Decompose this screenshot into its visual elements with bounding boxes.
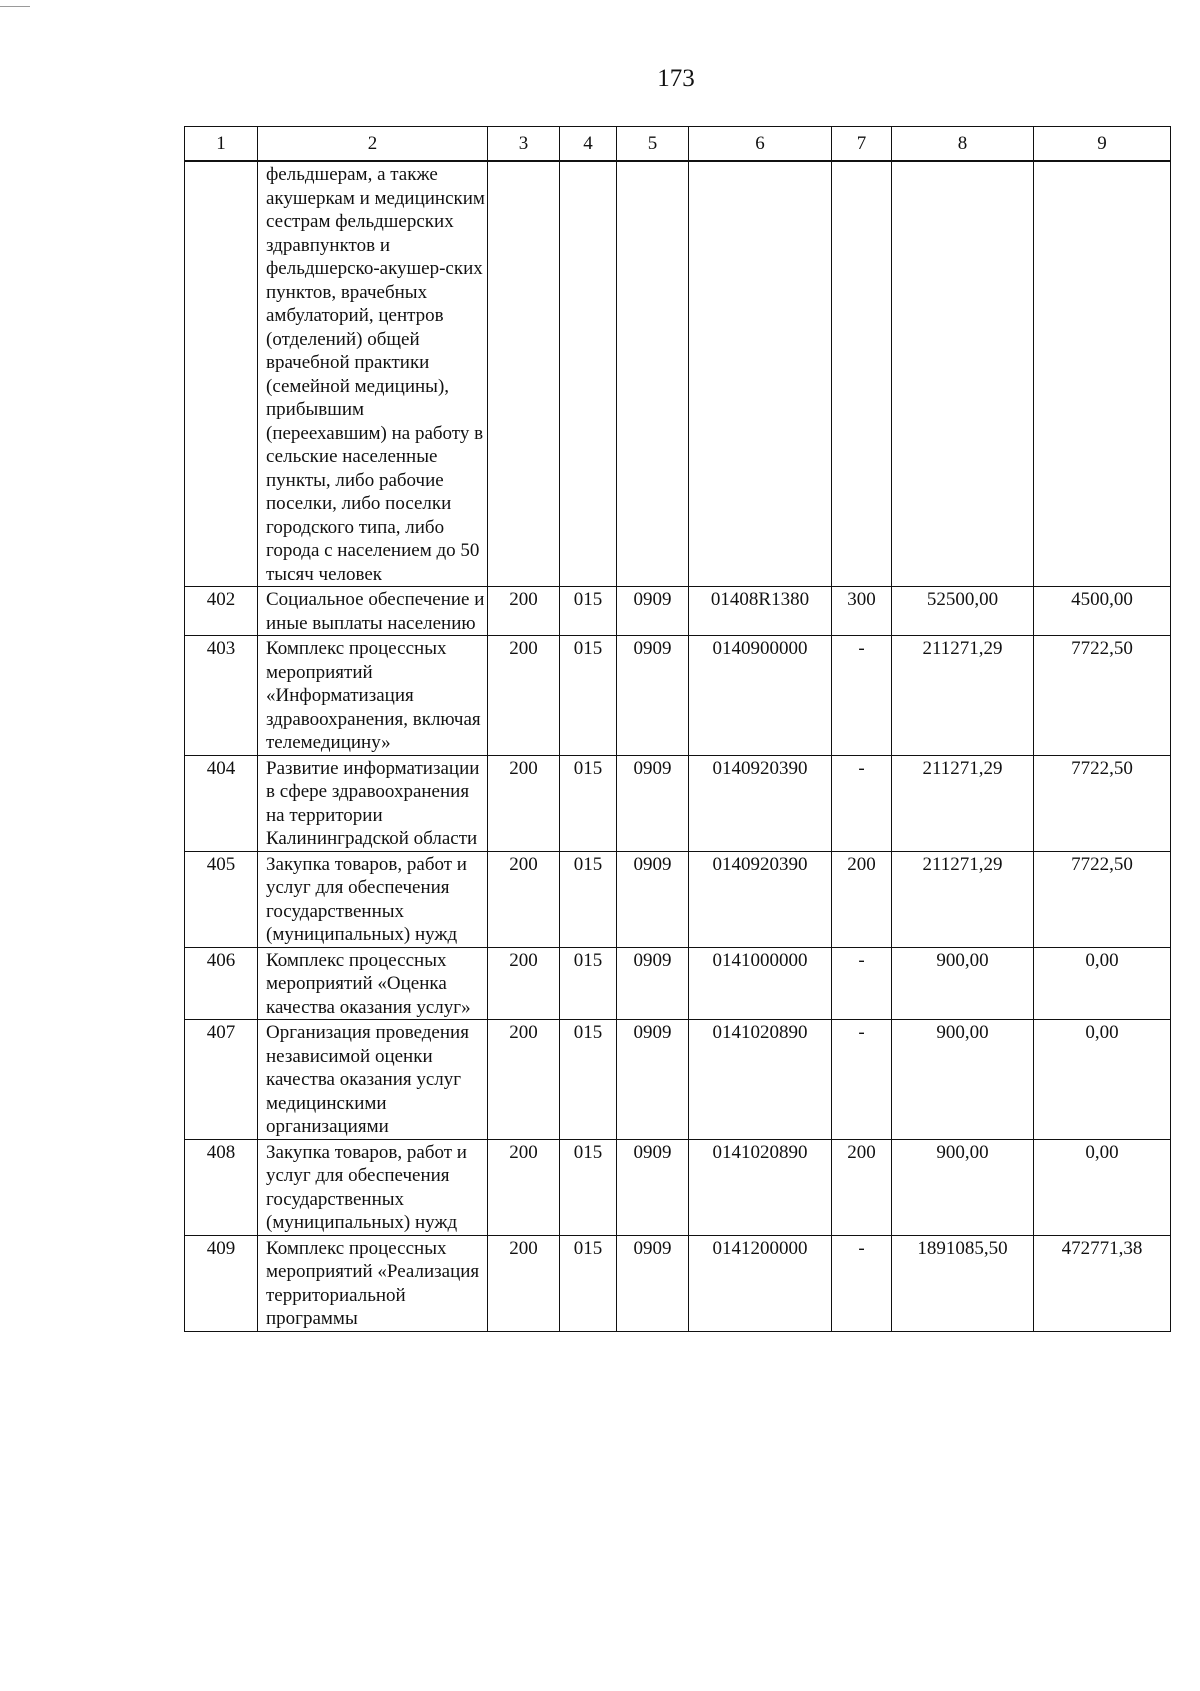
row-name: Социальное обеспечение и иные выплаты населению (258, 587, 488, 636)
cell-col-3: 200 (488, 851, 560, 947)
row-number: 406 (185, 947, 258, 1020)
cell-col-5 (617, 161, 689, 587)
row-name: фельдшерам, а также акушеркам и медицинским сестрам фельдшерских здравпунктов и фельдшерско-акушер-ских пунктов, врачебных амбулаторий, центров (отделений) общей врачебной практики (семейной медицины), прибывшим (переехавшим) на работу в сельские населенные пункты, либо рабочие поселки, либо поселки городского типа, либо города с населением до 50 тысяч человек (258, 161, 488, 587)
cell-col-7: 200 (832, 1139, 892, 1235)
cell-col-6: 01408R1380 (689, 587, 832, 636)
cell-col-6: 0141000000 (689, 947, 832, 1020)
cell-col-3: 200 (488, 755, 560, 851)
cell-col-9: 0,00 (1034, 947, 1171, 1020)
cell-col-9 (1034, 161, 1171, 587)
cell-col-3: 200 (488, 587, 560, 636)
cell-col-8: 211271,29 (892, 755, 1034, 851)
table-row (185, 1139, 1171, 1235)
cell-col-6: 0141020890 (689, 1020, 832, 1140)
table-row (185, 851, 1171, 947)
cell-col-9: 7722,50 (1034, 755, 1171, 851)
row-number: 409 (185, 1235, 258, 1331)
table-row (185, 755, 1171, 851)
cell-col-7: - (832, 1235, 892, 1331)
page-number: 173 (657, 65, 695, 92)
cell-col-3: 200 (488, 947, 560, 1020)
cell-col-9: 4500,00 (1034, 587, 1171, 636)
cell-col-9: 0,00 (1034, 1139, 1171, 1235)
cell-col-4 (560, 161, 617, 587)
row-number: 405 (185, 851, 258, 947)
cell-col-9: 0,00 (1034, 1020, 1171, 1140)
header-row (185, 127, 1171, 162)
cell-col-7: - (832, 755, 892, 851)
cell-col-5: 0909 (617, 636, 689, 756)
header-col-8: 8 (892, 127, 1034, 162)
table-row (185, 161, 1171, 587)
row-name: Закупка товаров, работ и услуг для обеспечения государственных (муниципальных) нужд (258, 1139, 488, 1235)
table-row (185, 1020, 1171, 1140)
row-name: Комплекс процессных мероприятий «Информатизация здравоохранения, включая телемедицину» (258, 636, 488, 756)
cell-col-4: 015 (560, 1139, 617, 1235)
row-number: 404 (185, 755, 258, 851)
cell-col-8 (892, 161, 1034, 587)
cell-col-5: 0909 (617, 851, 689, 947)
header-col-5: 5 (617, 127, 689, 162)
cell-col-8: 52500,00 (892, 587, 1034, 636)
cell-col-8: 900,00 (892, 1020, 1034, 1140)
cell-col-7 (832, 161, 892, 587)
cell-col-4: 015 (560, 755, 617, 851)
cell-col-5: 0909 (617, 1020, 689, 1140)
scan-edge-mark (0, 6, 30, 7)
cell-col-4: 015 (560, 636, 617, 756)
cell-col-7: 200 (832, 851, 892, 947)
header-col-7: 7 (832, 127, 892, 162)
cell-col-4: 015 (560, 947, 617, 1020)
cell-col-3: 200 (488, 1139, 560, 1235)
cell-col-6: 0140920390 (689, 755, 832, 851)
cell-col-3: 200 (488, 636, 560, 756)
row-number (185, 161, 258, 587)
cell-col-7: - (832, 947, 892, 1020)
table-row (185, 636, 1171, 756)
header-col-9: 9 (1034, 127, 1171, 162)
cell-col-9: 472771,38 (1034, 1235, 1171, 1331)
header-col-3: 3 (488, 127, 560, 162)
cell-col-8: 900,00 (892, 1139, 1034, 1235)
cell-col-4: 015 (560, 1020, 617, 1140)
header-col-1: 1 (185, 127, 258, 162)
table-row (185, 947, 1171, 1020)
cell-col-7: - (832, 1020, 892, 1140)
header-col-6: 6 (689, 127, 832, 162)
cell-col-3 (488, 161, 560, 587)
cell-col-3: 200 (488, 1235, 560, 1331)
cell-col-6: 0140920390 (689, 851, 832, 947)
cell-col-7: 300 (832, 587, 892, 636)
cell-col-9: 7722,50 (1034, 851, 1171, 947)
cell-col-5: 0909 (617, 755, 689, 851)
row-name: Организация проведения независимой оценки качества оказания услуг медицинскими организациями (258, 1020, 488, 1140)
cell-col-8: 900,00 (892, 947, 1034, 1020)
cell-col-3: 200 (488, 1020, 560, 1140)
header-col-4: 4 (560, 127, 617, 162)
cell-col-5: 0909 (617, 1139, 689, 1235)
cell-col-5: 0909 (617, 587, 689, 636)
cell-col-4: 015 (560, 851, 617, 947)
table-row (185, 1235, 1171, 1331)
table-row (185, 587, 1171, 636)
budget-table (184, 126, 1171, 1332)
cell-col-6: 0140900000 (689, 636, 832, 756)
cell-col-6: 0141200000 (689, 1235, 832, 1331)
cell-col-7: - (832, 636, 892, 756)
row-name: Закупка товаров, работ и услуг для обеспечения государственных (муниципальных) нужд (258, 851, 488, 947)
row-name: Развитие информатизации в сфере здравоохранения на территории Калининградской области (258, 755, 488, 851)
row-name: Комплекс процессных мероприятий «Реализация территориальной программы (258, 1235, 488, 1331)
cell-col-6: 0141020890 (689, 1139, 832, 1235)
cell-col-9: 7722,50 (1034, 636, 1171, 756)
row-number: 408 (185, 1139, 258, 1235)
cell-col-5: 0909 (617, 947, 689, 1020)
row-number: 407 (185, 1020, 258, 1140)
cell-col-4: 015 (560, 1235, 617, 1331)
row-number: 403 (185, 636, 258, 756)
cell-col-5: 0909 (617, 1235, 689, 1331)
cell-col-4: 015 (560, 587, 617, 636)
row-number: 402 (185, 587, 258, 636)
cell-col-6 (689, 161, 832, 587)
cell-col-8: 211271,29 (892, 851, 1034, 947)
cell-col-8: 1891085,50 (892, 1235, 1034, 1331)
header-col-2: 2 (258, 127, 488, 162)
cell-col-8: 211271,29 (892, 636, 1034, 756)
row-name: Комплекс процессных мероприятий «Оценка качества оказания услуг» (258, 947, 488, 1020)
